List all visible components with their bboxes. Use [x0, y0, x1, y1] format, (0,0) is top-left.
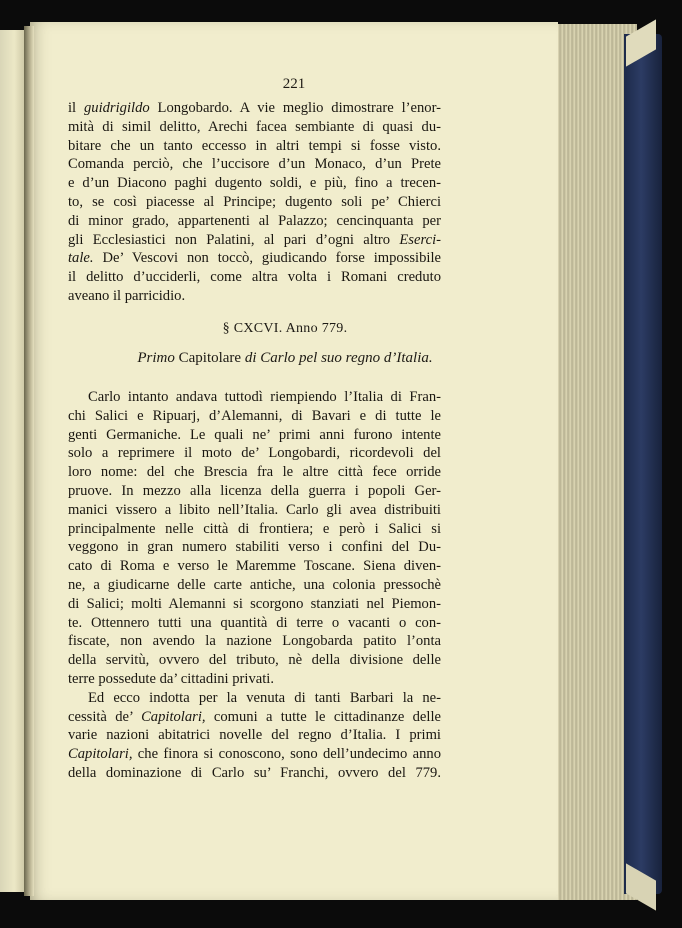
line-text: to, se così piacesse al Principe; dugento soli pe’ Chierci [68, 193, 441, 210]
text-line [68, 99, 441, 118]
text-line [68, 407, 441, 426]
italic-text: guidrigildo [83, 100, 150, 116]
text-line [68, 632, 441, 651]
line-text: della servitù, ovvero del tributo, nè della divisione delle [68, 652, 441, 669]
text-line [68, 155, 441, 174]
subtitle-part-a: Primo [137, 350, 175, 366]
text-line [68, 444, 441, 463]
line-text: il [68, 100, 84, 116]
line-text: Carlo intanto andava tuttodì riempiendo l’Italia di Fran- [88, 389, 441, 405]
text-line [68, 557, 441, 576]
line-text: che finora si conoscono, sono dell’undecimo anno [132, 746, 441, 763]
line-text: terre possedute da’ cittadini privati. [68, 670, 274, 687]
line-text: aveano il parricidio. [68, 287, 186, 304]
line-text: principalmente nelle città di frontiera; e però i Salici si [68, 520, 441, 537]
line-text: varie nazioni abitatrici novelle del regno d’Italia. I primi [68, 727, 441, 744]
text-line [68, 745, 441, 764]
text-line [68, 426, 441, 445]
line-text: e d’un Diacono paghi dugento soldi, e più, fino a trecen- [68, 175, 441, 192]
text-line [68, 482, 441, 501]
subtitle-part-c: di Carlo pel suo regno d’Italia. [244, 350, 433, 366]
line-text: di minor grado, appartenenti al Palazzo; cencinquanta per [68, 212, 441, 229]
line-text: Ed ecco indotta per la venuta di tanti Barbari la ne- [88, 689, 441, 706]
paragraph-2 [68, 388, 441, 783]
text-line [68, 137, 441, 156]
text-line [68, 708, 441, 727]
text-line [68, 726, 441, 745]
text-line [68, 538, 441, 557]
line-text: veggono in gran numero stabiliti verso i confini del Du- [68, 539, 441, 556]
text-line [68, 231, 441, 250]
text-line [68, 595, 441, 614]
italic-text: Capitolari, [68, 746, 133, 763]
section-subtitle [30, 350, 540, 367]
line-text: De’ Vescovi non toccò, giudicando forse impossibile [93, 250, 441, 267]
line-text: della dominazione di Carlo su’ Franchi, ovvero del 779. [68, 764, 441, 781]
subtitle-part-b: Capitolare [174, 350, 245, 366]
italic-text: Capitolari, [141, 708, 206, 725]
text-line [68, 689, 441, 708]
line-text: comuni a tutte le cittadinanze delle [205, 708, 441, 725]
line-text: manici vissero a libito nell’Italia. Carlo gli avea distribuiti [68, 501, 441, 518]
book-gutter [24, 26, 34, 896]
line-text: gli Ecclesiastici non Palatini, al pari d’ogni altro [68, 231, 400, 248]
text-line [68, 651, 441, 670]
text-line [68, 576, 441, 595]
line-text: Comanda perciò, che l’uccisore d’un Monaco, d’un Prete [68, 156, 441, 173]
paragraph-1 [68, 99, 441, 306]
text-line [68, 764, 441, 783]
line-text: di Salici; molti Alemanni si scorgono stanziati nel Piemon- [68, 595, 441, 612]
text-line [68, 614, 441, 633]
line-text: pruove. In mezzo alla licenza della guerra i popoli Ger- [68, 482, 441, 499]
line-text: genti Germaniche. Le quali ne’ primi anni furono intente [68, 426, 441, 443]
text-line [68, 118, 441, 137]
book-cover [624, 34, 662, 894]
text-line [68, 249, 441, 268]
line-text: fiscate, non avendo la nazione Longobarda patito l’onta [68, 633, 441, 650]
line-text: il delitto d’ucciderli, come altra volta i Romani creduto [68, 269, 441, 286]
text-line [68, 212, 441, 231]
italic-text: Eserci- [399, 231, 441, 248]
line-text: mità di simil delitto, Arechi facea sembiante di quasi du- [68, 118, 441, 135]
section-heading: § CXCVI. Anno 779. [222, 321, 348, 336]
italic-text: tale. [68, 250, 94, 267]
line-text: solo a reprimere il moto de’ Longobardi, ricordevoli del [68, 445, 441, 462]
text-line [68, 193, 441, 212]
text-line [68, 463, 441, 482]
page-number: 221 [282, 76, 306, 92]
text-line [68, 501, 441, 520]
left-page-edge [0, 30, 25, 892]
line-text: loro nome: del che Brescia fra le altre città fece orride [68, 464, 441, 481]
line-text: cessità de’ [68, 708, 142, 725]
text-line [68, 174, 441, 193]
line-text: ne, a giudicarne delle carte antiche, una colonia pressochè [68, 576, 441, 593]
line-text: te. Ottennero tutti una quantità di terre o vacanti o con- [68, 614, 441, 631]
text-line [68, 287, 441, 306]
text-line [68, 388, 441, 407]
text-line [68, 520, 441, 539]
line-text: bitare che un tanto eccesso in altri tempi si fosse visto. [68, 137, 441, 154]
line-text: chi Salici e Ripuarj, d’Alemanni, di Bavari e di tutte le [68, 407, 441, 424]
text-line [68, 670, 441, 689]
line-text: Longobardo. A vie meglio dimostrare l’enor- [149, 100, 441, 116]
text-line [68, 268, 441, 287]
line-text: cato di Roma e verso le Maremme Toscane. Siena diven- [68, 558, 441, 575]
